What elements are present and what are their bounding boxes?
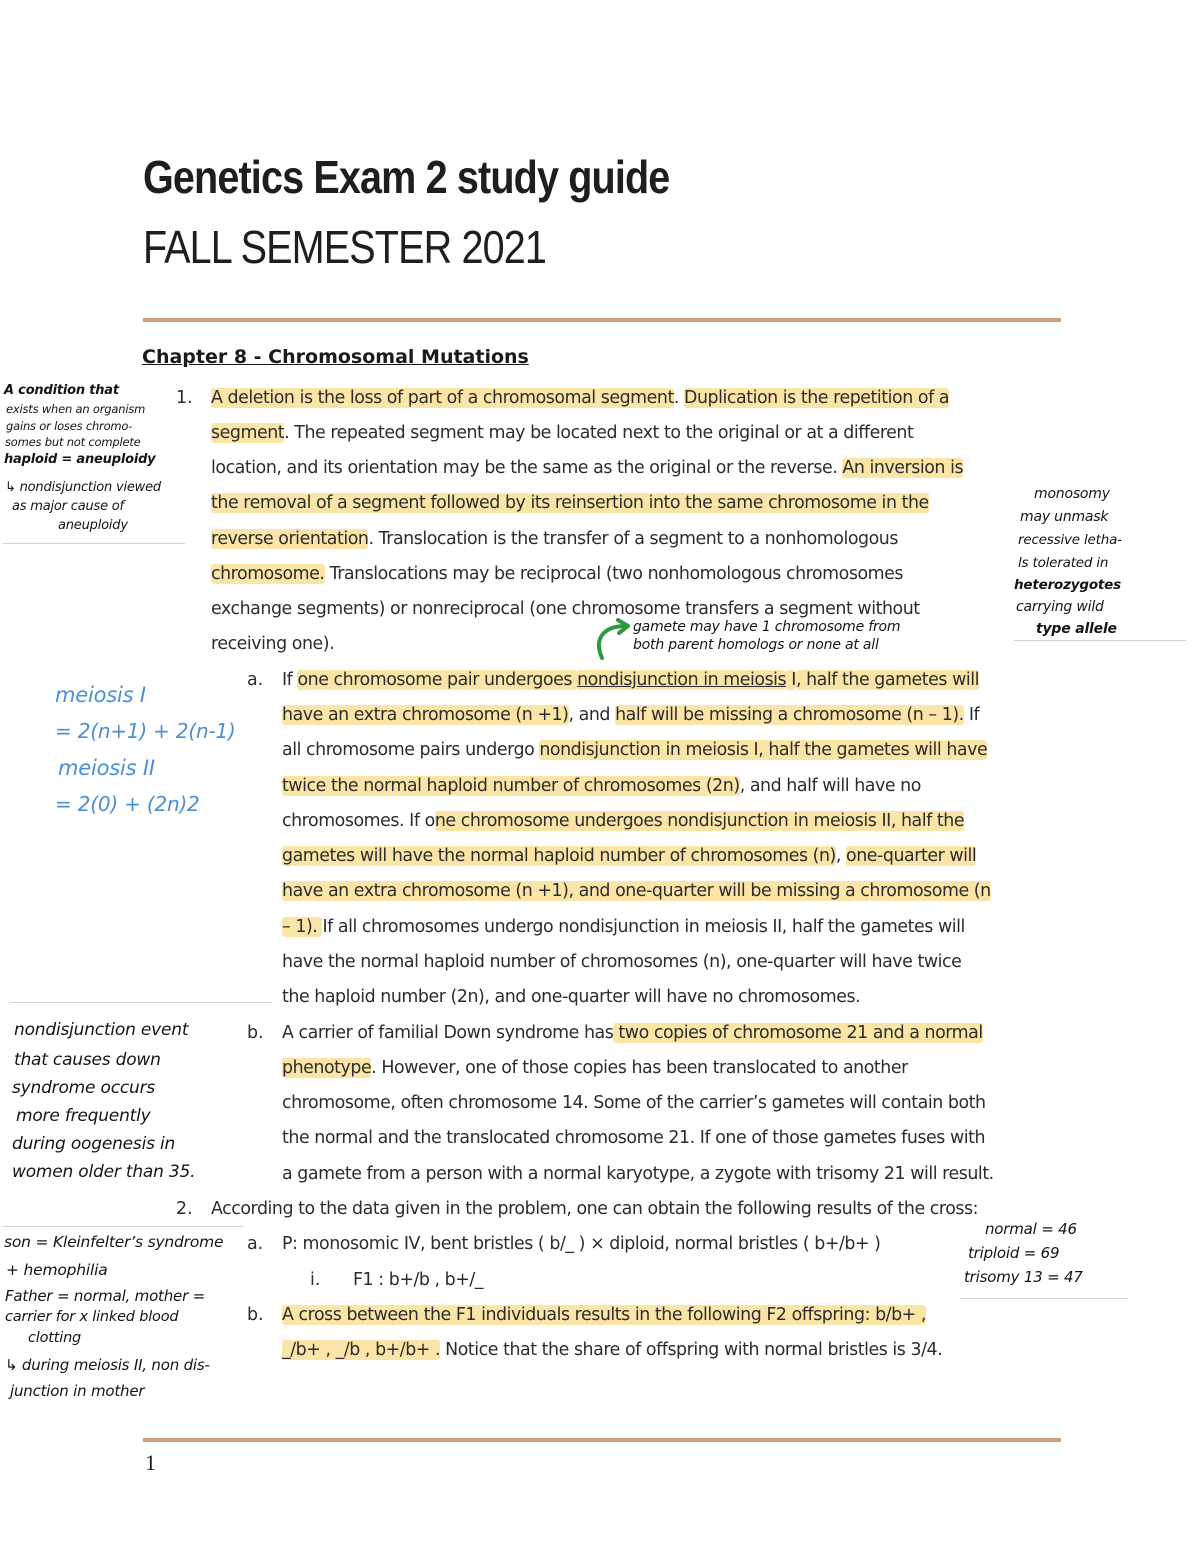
sub-letter-1b: b. <box>247 1023 264 1043</box>
annotation-divider <box>3 1226 243 1227</box>
item1-line-7: exchange segments) or nonreciprocal (one chromosome transfers a segment without <box>211 599 920 619</box>
annotation-divider <box>3 543 185 544</box>
document-subtitle: FALL SEMESTER 2021 <box>143 221 547 273</box>
annotation-divider <box>1014 640 1186 641</box>
item1b-line-3: chromosome, often chromosome 14. Some of the carrier’s gametes will contain both <box>282 1093 986 1113</box>
item1a-line-1: If one chromosome pair undergoes nondisjunction in meiosis I, half the gametes will <box>282 670 980 690</box>
bottom-divider <box>143 1438 1061 1442</box>
item1b-line-1: A carrier of familial Down syndrome has two copies of chromosome 21 and a normal <box>282 1023 983 1043</box>
chapter-heading: Chapter 8 - Chromosomal Mutations <box>142 346 529 368</box>
item1a-line-3: all chromosome pairs undergo nondisjunction in meiosis I, half the gametes will have <box>282 740 988 760</box>
sub-numeral-2ai: i. <box>310 1270 321 1290</box>
item1a-line-9: have the normal haploid number of chromosomes (n), one-quarter will have twice <box>282 952 962 972</box>
list-number-1: 1. <box>176 388 193 408</box>
item1b-line-2: phenotype. However, one of those copies has been translocated to another <box>282 1058 908 1078</box>
page-number: 1 <box>145 1450 156 1475</box>
item1b-line-5: a gamete from a person with a normal karyotype, a zygote with trisomy 21 will result. <box>282 1164 994 1184</box>
item2-text: According to the data given in the problem, one can obtain the following results of the cross: <box>211 1199 979 1219</box>
annotation-divider <box>960 1298 1128 1299</box>
item1a-line-8: – 1). If all chromosomes undergo nondisjunction in meiosis II, half the gametes will <box>282 917 965 937</box>
item2ai-text: F1 : b+/b , b+/_ <box>353 1270 484 1290</box>
sub-letter-1a: a. <box>247 670 264 690</box>
sub-letter-2b: b. <box>247 1305 264 1325</box>
item1-line-1: A deletion is the loss of part of a chromosomal segment. Duplication is the repetition of a <box>211 388 950 408</box>
item1a-line-2: have an extra chromosome (n +1), and half will be missing a chromosome (n – 1). If <box>282 705 980 725</box>
item1-line-2: segment. The repeated segment may be located next to the original or at a different <box>211 423 914 443</box>
document-title: Genetics Exam 2 study guide <box>143 151 670 203</box>
list-number-2: 2. <box>176 1199 193 1219</box>
green-arrow-icon <box>588 618 634 664</box>
annotation-divider <box>10 1002 272 1003</box>
item1a-line-7: have an extra chromosome (n +1), and one-quarter will be missing a chromosome (n <box>282 881 991 901</box>
item2a-text: P: monosomic IV, bent bristles ( b/_ ) × diploid, normal bristles ( b+/b+ ) <box>282 1234 881 1254</box>
item1-line-6: chromosome. Translocations may be reciprocal (two nonhomologous chromosomes <box>211 564 903 584</box>
item2b-line-1: A cross between the F1 individuals results in the following F2 offspring: b/b+ , <box>282 1305 926 1325</box>
sub-letter-2a: a. <box>247 1234 264 1254</box>
top-divider <box>143 318 1061 322</box>
item1-line-4: the removal of a segment followed by its reinsertion into the same chromosome in the <box>211 493 929 513</box>
item1-line-5: reverse orientation. Translocation is the transfer of a segment to a nonhomologous <box>211 529 898 549</box>
item1-line-3: location, and its orientation may be the same as the original or the reverse. An inversion is <box>211 458 964 478</box>
item1b-line-4: the normal and the translocated chromosome 21. If one of those gametes fuses with <box>282 1128 986 1148</box>
item1a-line-4: twice the normal haploid number of chromosomes (2n), and half will have no <box>282 776 921 796</box>
item1a-line-10: the haploid number (2n), and one-quarter will have no chromosomes. <box>282 987 861 1007</box>
item2b-line-2: _/b+ , _/b , b+/b+ . Notice that the share of offspring with normal bristles is 3/4. <box>282 1340 943 1360</box>
item1a-line-5: chromosomes. If one chromosome undergoes nondisjunction in meiosis II, half the <box>282 811 965 831</box>
item1a-line-6: gametes will have the normal haploid number of chromosomes (n), one-quarter will <box>282 846 977 866</box>
item1-line-8: receiving one). <box>211 634 335 654</box>
